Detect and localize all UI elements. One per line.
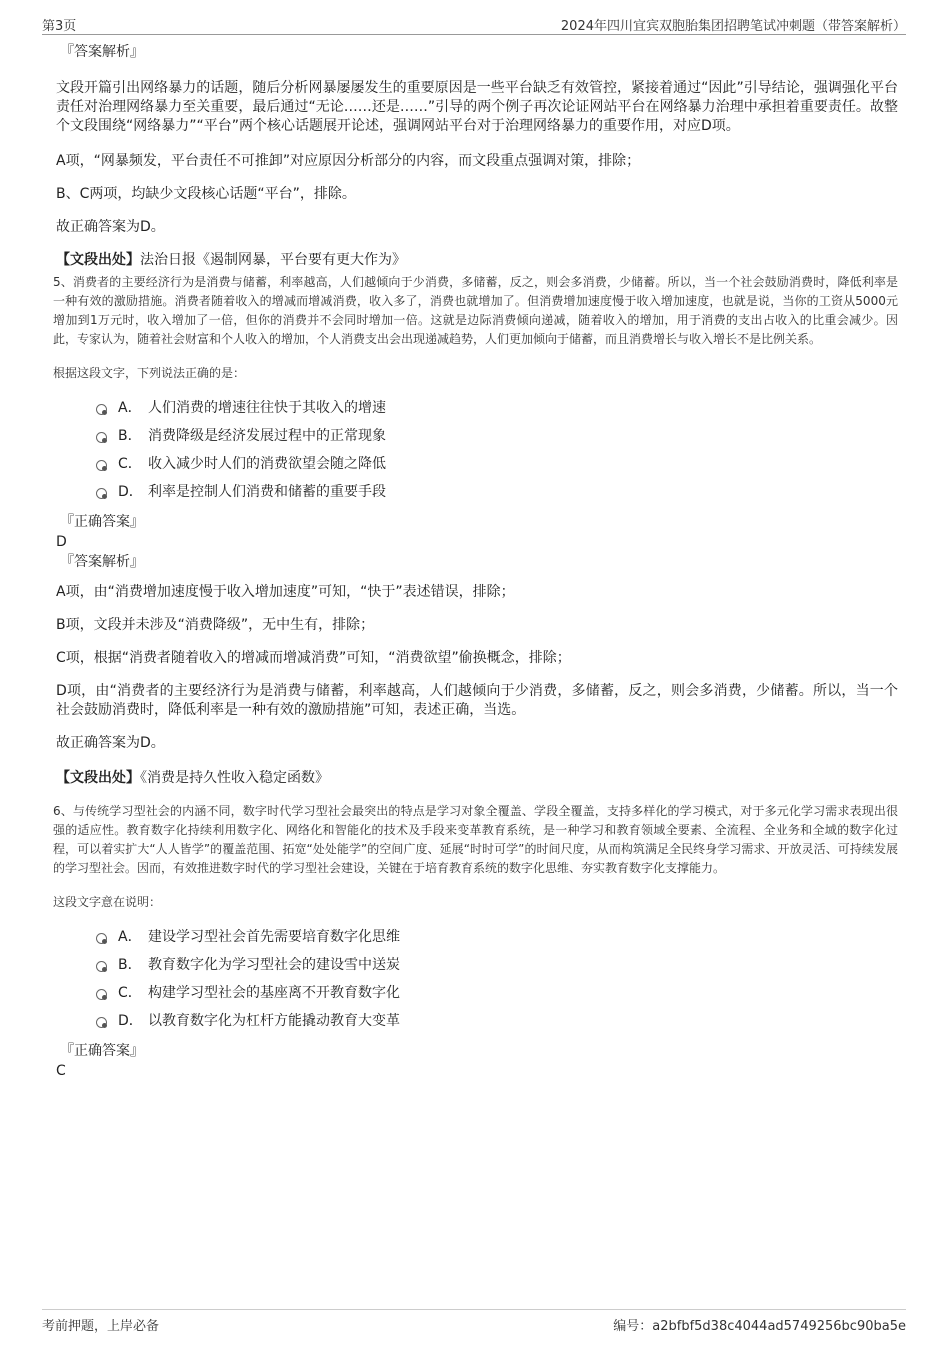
- radio-icon[interactable]: [96, 961, 107, 972]
- page-number: 第3页: [42, 19, 77, 34]
- q6-option-c[interactable]: C． 构建学习型社会的基座离不开教育数字化: [96, 979, 898, 1007]
- footer-slogan: 考前押题，上岸必备: [42, 1319, 160, 1334]
- source-label: 【文段出处】: [56, 770, 140, 786]
- q4-source: [56, 251, 898, 270]
- radio-icon[interactable]: [96, 460, 107, 471]
- q5-answer: D: [56, 534, 67, 550]
- document-title: 2024年四川宜宾双胞胎集团招聘笔试冲刺题（带答案解析）: [560, 19, 906, 34]
- q6-stem: 6、与传统学习型社会的内涵不同，数字时代学习型社会最突出的特点是学习对象全覆盖、学段全覆盖，支持多样化的学习模式，对于多元化学习需求表现出很强的适应性。教育数字化持续利用数字化、网络化和智能化的技术及手段来变革教育系统，是一种学习和教育领域全要素、全流程、全业务和全域的数字化过程，可以着实扩大“人人皆学”的覆盖范围、拓宽“处处能学”的空间广度、延展“时时可学”的时间尺度，从而构筑满足全民终身学习需求、开放灵活、可持续发展的学习型社会。因而，有效推进数字时代的学习型社会建设，关键在于培育教育系统的数字化思维、夯实教育数字化支撑能力。: [53, 804, 898, 875]
- q5-analysis-paragraph: A项，由“消费增加速度慢于收入增加速度”可知，“快于”表述错误，排除；: [56, 584, 515, 600]
- q5-analysis-label: 『答案解析』: [60, 554, 144, 570]
- radio-icon[interactable]: [96, 488, 107, 499]
- document-code: 编号：a2bfbf5d38c4044ad5749256bc90ba5e: [613, 1319, 906, 1334]
- q5-answer-label: 『正确答案』: [60, 514, 144, 530]
- page-footer: [42, 1309, 906, 1334]
- q6-prompt: 这段文字意在说明：: [53, 895, 162, 909]
- radio-icon[interactable]: [96, 432, 107, 443]
- source-text: 法治日报《遏制网暴，平台要有更大作为》: [140, 252, 406, 268]
- radio-icon[interactable]: [96, 989, 107, 1000]
- q5-option-b[interactable]: B． 消费降级是经济发展过程中的正常现象: [96, 422, 898, 450]
- source-label: 【文段出处】: [56, 252, 140, 268]
- radio-icon[interactable]: [96, 1017, 107, 1028]
- q5-option-a[interactable]: A． 人们消费的增速往往快于其收入的增速: [96, 394, 898, 422]
- q6-answer: C: [56, 1063, 66, 1079]
- q4-analysis-paragraph: A项，“网暴频发，平台责任不可推卸”对应原因分析部分的内容，而文段重点强调对策，排除；: [56, 153, 641, 169]
- q5-final-answer-text: 故正确答案为D。: [56, 735, 165, 751]
- page-header: [42, 14, 906, 35]
- q5-stem: 5、消费者的主要经济行为是消费与储蓄，利率越高，人们越倾向于少消费，多储蓄，反之，则会多消费，少储蓄。所以，当一个社会鼓励消费时，降低利率是一种有效的激励措施。消费者随着收入的增减而增减消费，收入多了，消费也就增加了。但消费增加速度慢于收入增加速度，也就是说，当你的工资从5000元增加到1万元时，收入增加了一倍，但你的消费并不会同时增加一倍。这就是边际消费倾向递减，随着收入的增加，用于消费的支出占收入的比重会减少。因此，专家认为，随着社会财富和个人收入的增加，个人消费支出会出现递减趋势，人们更加倾向于储蓄，而且消费增长与收入增长不是比例关系。: [53, 275, 898, 346]
- q4-final-answer-text: 故正确答案为D。: [56, 219, 165, 235]
- q6-answer-label: 『正确答案』: [60, 1043, 144, 1059]
- q6-option-b[interactable]: B． 教育数字化为学习型社会的建设雪中送炭: [96, 951, 898, 979]
- q6-option-a[interactable]: A． 建设学习型社会首先需要培育数字化思维: [96, 923, 898, 951]
- q5-options: [96, 394, 898, 506]
- q4-analysis-paragraph: 文段开篇引出网络暴力的话题，随后分析网暴屡屡发生的重要原因是一些平台缺乏有效管控，紧接着通过“因此”引导结论，强调强化平台责任对治理网络暴力至关重要，最后通过“无论……还是……”引导的两个例子再次论证网站平台在网络暴力治理中承担着重要责任。故整个文段围绕“网络暴力”“平台”两个核心话题展开论述，强调网站平台对于治理网络暴力的重要作用，对应D项。: [56, 80, 898, 134]
- q5-analysis-paragraph: C项，根据“消费者随着收入的增减而增减消费”可知，“消费欲望”偷换概念，排除；: [56, 650, 571, 666]
- q5-source: [56, 769, 898, 788]
- q5-analysis-paragraph: B项，文段并未涉及“消费降级”，无中生有，排除；: [56, 617, 375, 633]
- source-text: 《消费是持久性收入稳定函数》: [140, 770, 329, 786]
- q5-analysis-paragraph: D项，由“消费者的主要经济行为是消费与储蓄，利率越高，人们越倾向于少消费，多储蓄，反之，则会多消费，少储蓄。所以，当一个社会鼓励消费时，降低利率是一种有效的激励措施”可知，表述正确，当选。: [56, 683, 898, 718]
- q5-option-c[interactable]: C． 收入减少时人们的消费欲望会随之降低: [96, 450, 898, 478]
- q6-option-d[interactable]: D． 以教育数字化为杠杆方能撬动教育大变革: [96, 1007, 898, 1035]
- document-content: [53, 42, 898, 1081]
- radio-icon[interactable]: [96, 933, 107, 944]
- q4-analysis-paragraph: B、C两项，均缺少文段核心话题“平台”，排除。: [56, 186, 356, 202]
- q5-option-d[interactable]: D． 利率是控制人们消费和储蓄的重要手段: [96, 478, 898, 506]
- q6-options: [96, 923, 898, 1035]
- radio-icon[interactable]: [96, 404, 107, 415]
- q4-analysis-label: 『答案解析』: [60, 44, 144, 60]
- q5-prompt: 根据这段文字，下列说法正确的是：: [53, 366, 246, 380]
